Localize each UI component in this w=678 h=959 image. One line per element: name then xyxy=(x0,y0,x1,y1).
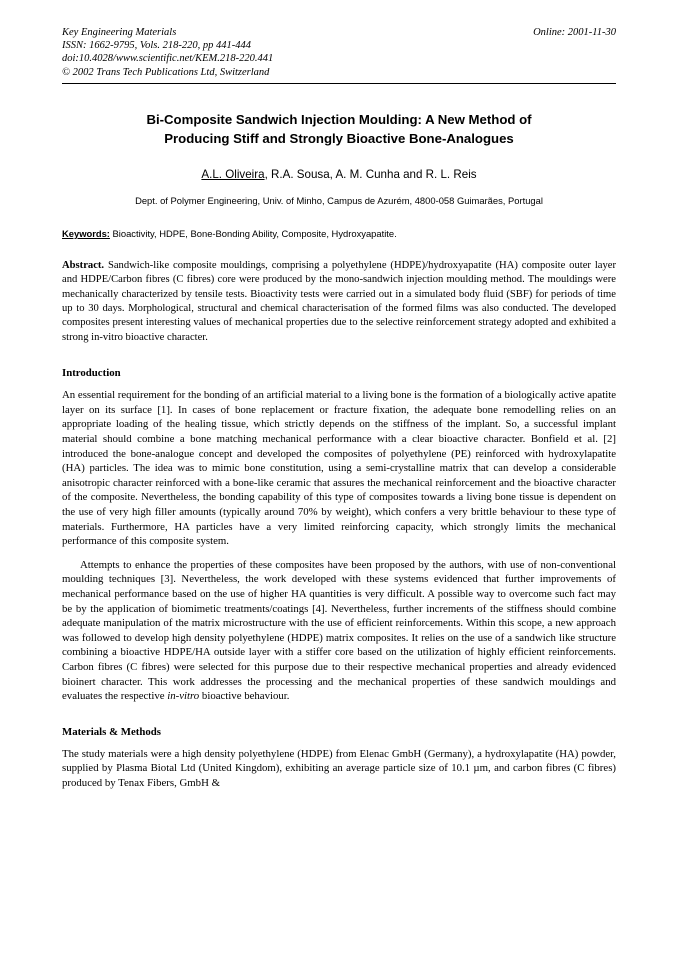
abstract xyxy=(62,259,616,345)
author-others: , R.A. Sousa, A. M. Cunha and R. L. Reis xyxy=(264,167,477,181)
doi-line: doi:10.4028/www.scientific.net/KEM.218-220.441 xyxy=(62,53,274,65)
paragraph-intro-2-italic: in-vitro xyxy=(167,690,200,703)
journal-info xyxy=(62,26,273,79)
section-heading-materials-methods: Materials & Methods xyxy=(62,725,161,738)
paragraph-intro-2-text: Attempts to enhance the properties of these composites have been proposed by the authors, with use of non-conventional moulding techniques [3]. Nevertheless, the work developed with these systems evidenced that further improvements of mechanical performance based on the use of higher HA quantities is very difficult. A possible way to overcome such fact may be by the application of biomimetic treatments/coatings [4]. Nevertheless, further increments of the stiffness should combine adequate manipulation of the matrix microstructure with the use of efficient reinforcements. Within this scope, a new approach was followed to develop high density polyethylene (HDPE) matrix composites. It relies on the use of a sandwich like structure combining a bioactive HDPE/HA outside layer with a stiffer core based on the utilization of highly efficient reinforcements. Carbon fibres (C fibres) were selected for this purpose due to their respective mechanical properties and already evidenced bioinert character. This work addresses the processing and the mechanical properties of these sandwich mouldings and evaluates the respective xyxy=(62,558,616,703)
title-line-1: Bi-Composite Sandwich Injection Moulding: A New Method of xyxy=(146,111,532,127)
keywords-line xyxy=(62,228,616,239)
page-header xyxy=(62,26,616,79)
keywords-text: Bioactivity, HDPE, Bone-Bonding Ability, Composite, Hydroxyapatite. xyxy=(109,227,397,239)
page-title xyxy=(62,110,616,148)
title-line-2: Producing Stiff and Strongly Bioactive Bone-Analogues xyxy=(164,130,514,146)
paragraph-materials-1: The study materials were a high density polyethylene (HDPE) from Elenac GmbH (Germany), a hydroxylapatite (HA) powder, supplied by Plasma Biotal Ltd (United Kingdom), exhibiting an average particle size of 10.1 µm, and carbon fibres (C fibres) produced by Tenax Fibers, GmbH & xyxy=(62,747,616,789)
abstract-text: Sandwich-like composite mouldings, comprising a polyethylene (HDPE)/hydroxyapatite (HA) composite outer layer and HDPE/Carbon fibres (C fibres) core were produced by the mono-sandwich injection moulding method. The mouldings were mechanically characterized by tensile tests. Bioactivity tests were carried out in a simulated body fluid (SBF) for periods of time up to 30 days. Morphological, structural and chemical characterisation of the formed films was also conducted. The developed composites present interesting values of mechanical properties due to the selective reinforcement strategy adopted and exhibited a strong in-vitro bioactive character. xyxy=(62,259,616,343)
keywords-label: Keywords: xyxy=(62,227,110,239)
paragraph-intro-2-tail: bioactive behaviour. xyxy=(199,690,290,703)
paragraph-intro-2 xyxy=(62,558,616,704)
author-primary: A.L. Oliveira xyxy=(201,167,265,181)
affiliation: Dept. of Polymer Engineering, Univ. of Minho, Campus de Azurém, 4800-058 Guimarães, Portugal xyxy=(135,194,543,206)
journal-name: Key Engineering Materials xyxy=(62,27,177,38)
author-list xyxy=(62,168,616,181)
issn-volume-pages: ISSN: 1662-9795, Vols. 218-220, pp 441-444 xyxy=(62,40,251,52)
abstract-label: Abstract. xyxy=(62,259,105,271)
section-heading-introduction: Introduction xyxy=(62,367,121,380)
copyright-line: © 2002 Trans Tech Publications Ltd, Switzerland xyxy=(62,66,270,78)
paragraph-intro-1: An essential requirement for the bonding of an artificial material to a living bone is the formation of a biologically active apatite layer on its surface [1]. In cases of bone replacement or fracture fixation, the adequate bone remodelling relies on an appropriate loading of the healing tissue, which strictly depends on the stiffness of the implant. So, a successful implant material should combine a bone matching mechanical performance with a clear bioactive character. Bonfield et al. [2] introduced the bone-analogue concept and developed the composites of polyethylene (PE) reinforced with hydroxylapatite (HA) particles. The idea was to mimic bone constitution, using a semi-crystalline matrix that can develop a considerable anisotropic character reinforced with a bone-like ceramic that assures the mechanical reinforcement and the bioactive character of the composite. Nevertheless, the bonding capability of this type of composites towards a living bone tissue is dependent on the use of very high filler amounts (typically around 70% by weight), which confers a very brittle behaviour to these type of materials. Furthermore, HA particles have a very limited reinforcing capacity, which strongly limits the mechanical performance of this composite system. xyxy=(62,389,616,548)
online-date: Online: 2001-11-30 xyxy=(533,27,616,38)
header-divider xyxy=(62,83,616,84)
